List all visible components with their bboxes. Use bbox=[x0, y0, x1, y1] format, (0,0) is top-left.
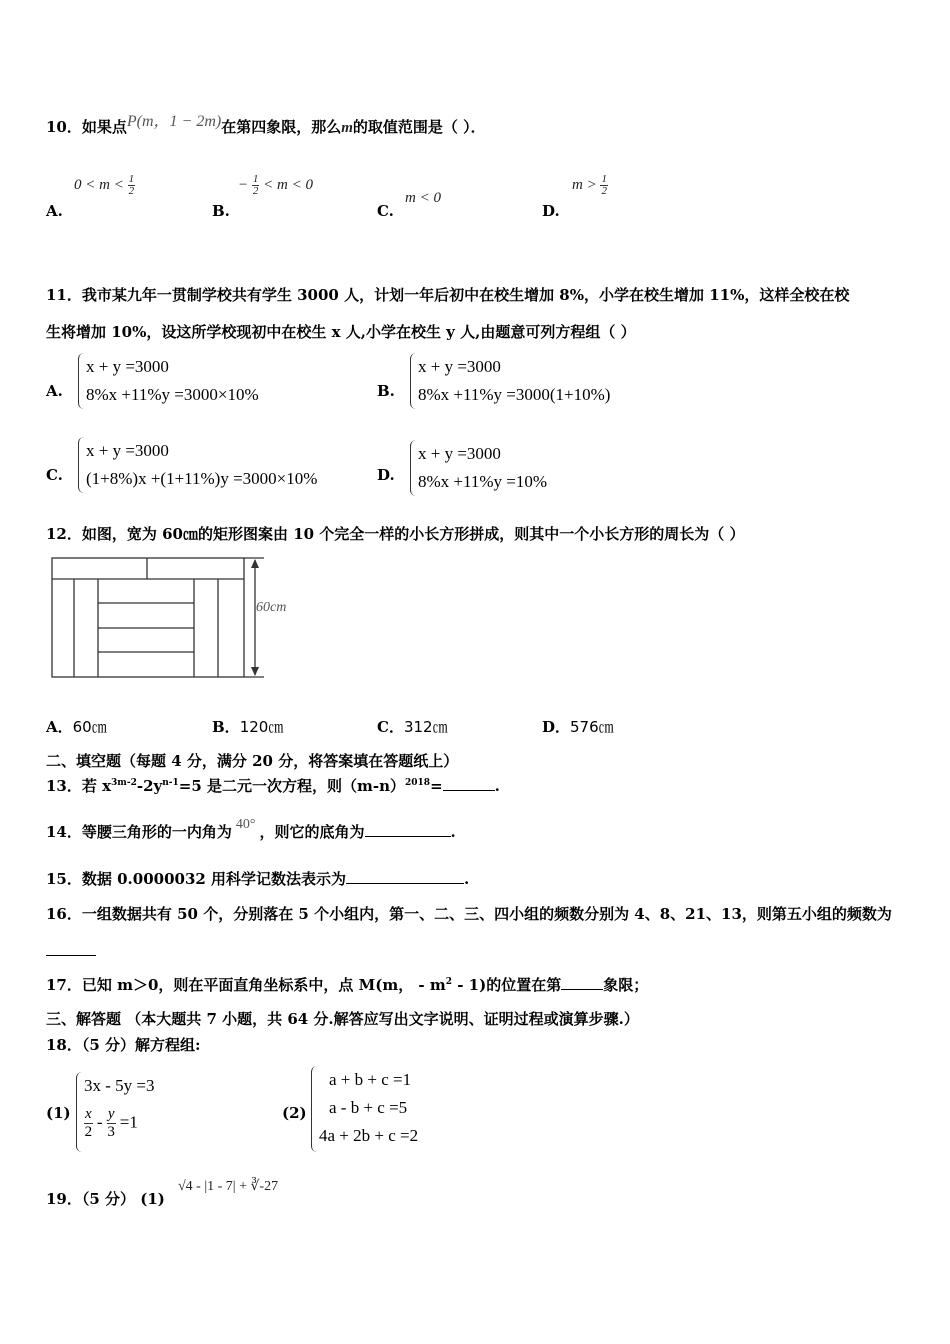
q10-option-c-expr: m < 0 bbox=[405, 190, 441, 206]
q11-option-a-system: x + y =3000 8%x +11%y =3000×10% bbox=[78, 353, 259, 409]
q10-option-b-expr: − $\frac{1}{2}$ < m < 0 bbox=[238, 173, 313, 197]
q12-figure bbox=[48, 556, 308, 682]
q11-line1: 11．我市某九年一贯制学校共有学生 3000 人，计划一年后初中在校生增加 8%，小学在校生增加 11%，这样全校在校 bbox=[46, 286, 850, 304]
q12-option-b: B．120㎝ bbox=[212, 718, 284, 736]
q10-stem: 10．如果点P(m，1 − 2m)在第四象限，那么m的取值范围是（ ）． bbox=[46, 113, 486, 136]
q12-stem: 12．如图，宽为 60㎝的矩形图案由 10 个完全一样的小长方形拼成，则其中一个小长方形的周长为（ ） bbox=[46, 525, 745, 543]
q10-option-b-label: B. bbox=[212, 202, 230, 220]
q11-option-d-label: D. bbox=[377, 466, 395, 484]
q10-option-a-expr: 0 < m < $\frac{1}{2}$ bbox=[74, 173, 135, 197]
q12-figure-label: 60cm bbox=[256, 600, 287, 615]
q11-option-b-label: B. bbox=[377, 382, 395, 400]
q14: 14．等腰三角形的一内角为 40° ，则它的底角为 . bbox=[46, 817, 456, 841]
q18-part2-label: (2) bbox=[282, 1104, 307, 1122]
q11-line2: 生将增加 10%，设这所学校现初中在校生 x 人,小学在校生 y 人,由题意可列方程组（ ） bbox=[46, 323, 636, 341]
q11-option-c-system: x + y =3000 (1+8%)x +(1+11%)y =3000×10% bbox=[78, 437, 317, 493]
q12-option-d: D．576㎝ bbox=[542, 718, 614, 736]
q18-stem: 18．（5 分）解方程组: bbox=[46, 1036, 201, 1054]
q10-option-a-label: A. bbox=[46, 202, 63, 220]
q18-part2-system: a + b + c =1 a - b + c =5 4a + 2b + c =2 bbox=[311, 1066, 418, 1152]
q11-option-b-system: x + y =3000 8%x +11%y =3000(1+10%) bbox=[410, 353, 610, 409]
q19-stem: 19．（5 分） (1) bbox=[46, 1190, 165, 1208]
q10-option-d-expr: m > $\frac{1}{2}$ bbox=[572, 173, 607, 197]
q12-option-a: A．60㎝ bbox=[46, 718, 107, 736]
q12-option-c: C．312㎝ bbox=[377, 718, 448, 736]
q13: 13．若 $x^{3m-2}-2y^{n-1}=5$ 是二元一次方程，则$(m-n)^{2018}=$ . bbox=[46, 777, 500, 795]
q11-option-d-system: x + y =3000 8%x +11%y =10% bbox=[410, 440, 547, 496]
q10-option-c-label: C. bbox=[377, 202, 394, 220]
q19-expression: √4 - |1 - 7| + ∛-27 bbox=[178, 1179, 279, 1194]
q10-option-d-label: D. bbox=[542, 202, 560, 220]
q16-answer-blank bbox=[46, 955, 96, 956]
q18-part1-label: (1) bbox=[46, 1104, 71, 1122]
q18-part1-system: 3x - 5y =3 $\frac{x}{2}$ - $\frac{y}{3}$ =1 bbox=[76, 1072, 155, 1152]
q17: 17．已知 m＞0，则在平面直角坐标系中，点 M(m， - $m^2 - 1$)的位置在第 象限； bbox=[46, 976, 649, 994]
q15: 15．数据 0.0000032 用科学记数法表示为 . bbox=[46, 870, 470, 888]
q16-line1: 16．一组数据共有 50 个，分别落在 5 个小组内，第一、二、三、四小组的频数分别为 4、8、21、13，则第五小组的频数为 bbox=[46, 905, 892, 923]
section-2-heading: 二、填空题（每题 4 分，满分 20 分，将答案填在答题纸上） bbox=[46, 752, 459, 770]
q11-option-a-label: A. bbox=[46, 382, 63, 400]
section-3-heading: 三、解答题 （本大题共 7 小题，共 64 分.解答应写出文字说明、证明过程或演算步骤.） bbox=[46, 1010, 639, 1028]
q11-option-c-label: C. bbox=[46, 466, 63, 484]
